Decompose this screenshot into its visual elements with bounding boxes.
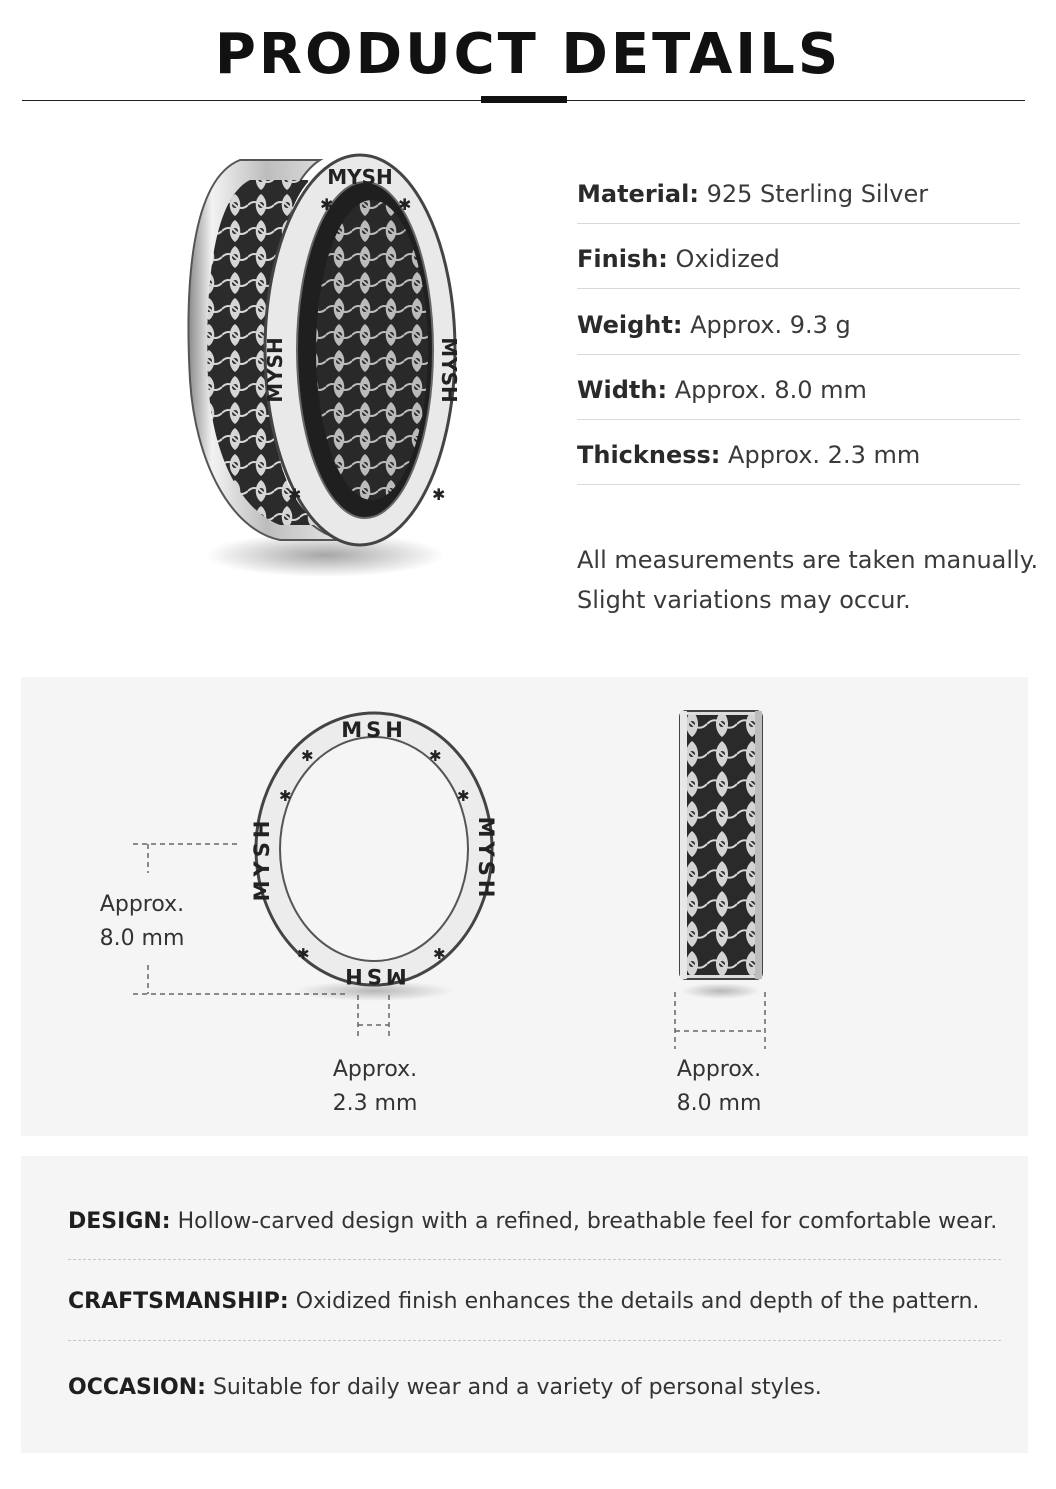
divider	[68, 1259, 1001, 1260]
dim-line: 8.0 mm	[676, 1091, 762, 1116]
svg-text:✱: ✱	[297, 945, 310, 963]
svg-text:✱: ✱	[429, 747, 442, 765]
dim-line: Approx.	[99, 892, 185, 917]
svg-text:✱: ✱	[301, 747, 314, 765]
dimensions-panel	[21, 677, 1028, 1136]
engraving-text: MYSH	[327, 165, 393, 189]
feature-occasion	[68, 1374, 1001, 1402]
engraving-text: MSH	[341, 964, 407, 988]
svg-text:✱: ✱	[433, 945, 446, 963]
thickness-dimension-label	[315, 1053, 435, 1121]
spec-label: Weight:	[577, 311, 683, 339]
engraving-text: MYSH	[250, 816, 274, 902]
note-line: Slight variations may occur.	[577, 586, 911, 614]
spec-finish	[577, 223, 1020, 289]
svg-text:✱: ✱	[279, 787, 292, 805]
height-dimension-label	[82, 888, 202, 956]
feature-craftsmanship	[68, 1288, 1001, 1316]
feature-text: Suitable for daily wear and a variety of personal styles.	[212, 1375, 822, 1400]
dim-line: 8.0 mm	[99, 926, 185, 951]
note-line: All measurements are taken manually.	[577, 546, 1039, 574]
dim-line: Approx.	[676, 1057, 762, 1082]
spec-width	[577, 354, 1020, 420]
spec-label: Material:	[577, 180, 699, 208]
spec-label: Width:	[577, 376, 668, 404]
spec-label: Finish:	[577, 245, 668, 273]
spec-value: Approx. 8.0 mm	[674, 376, 867, 404]
engraving-text: MYSH	[474, 816, 498, 902]
measurement-note	[577, 540, 1038, 620]
engraving-text: MYSH	[437, 337, 461, 403]
dim-line: Approx.	[332, 1057, 418, 1082]
feature-design	[68, 1208, 1001, 1236]
svg-text:✱: ✱	[398, 195, 412, 214]
feature-text: Hollow-carved design with a refined, breathable feel for comfortable wear.	[177, 1209, 998, 1234]
spec-thickness	[577, 419, 1020, 485]
svg-text:✱: ✱	[320, 195, 334, 214]
header-divider-accent	[481, 96, 567, 103]
page-title: PRODUCT DETAILS	[214, 22, 842, 87]
engraving-text: MYSH	[263, 337, 287, 403]
spec-value: Approx. 2.3 mm	[728, 441, 921, 469]
feature-label: CRAFTSMANSHIP:	[68, 1289, 289, 1314]
divider	[68, 1340, 1001, 1341]
width-dimension-label	[659, 1053, 779, 1121]
dim-line: 2.3 mm	[332, 1091, 418, 1116]
svg-text:✱: ✱	[288, 485, 302, 504]
ring-product-image	[170, 140, 470, 600]
spec-value: 925 Sterling Silver	[706, 180, 929, 208]
svg-text:✱: ✱	[457, 787, 470, 805]
feature-label: DESIGN:	[68, 1209, 171, 1234]
spec-value: Approx. 9.3 g	[690, 311, 851, 339]
spec-material	[577, 158, 1020, 224]
spec-label: Thickness:	[577, 441, 721, 469]
feature-label: OCCASION:	[68, 1375, 206, 1400]
svg-text:✱: ✱	[432, 485, 446, 504]
spec-value: Oxidized	[675, 245, 780, 273]
engraving-text: MSH	[341, 718, 407, 742]
spec-weight	[577, 289, 1020, 355]
feature-text: Oxidized finish enhances the details and depth of the pattern.	[295, 1289, 980, 1314]
